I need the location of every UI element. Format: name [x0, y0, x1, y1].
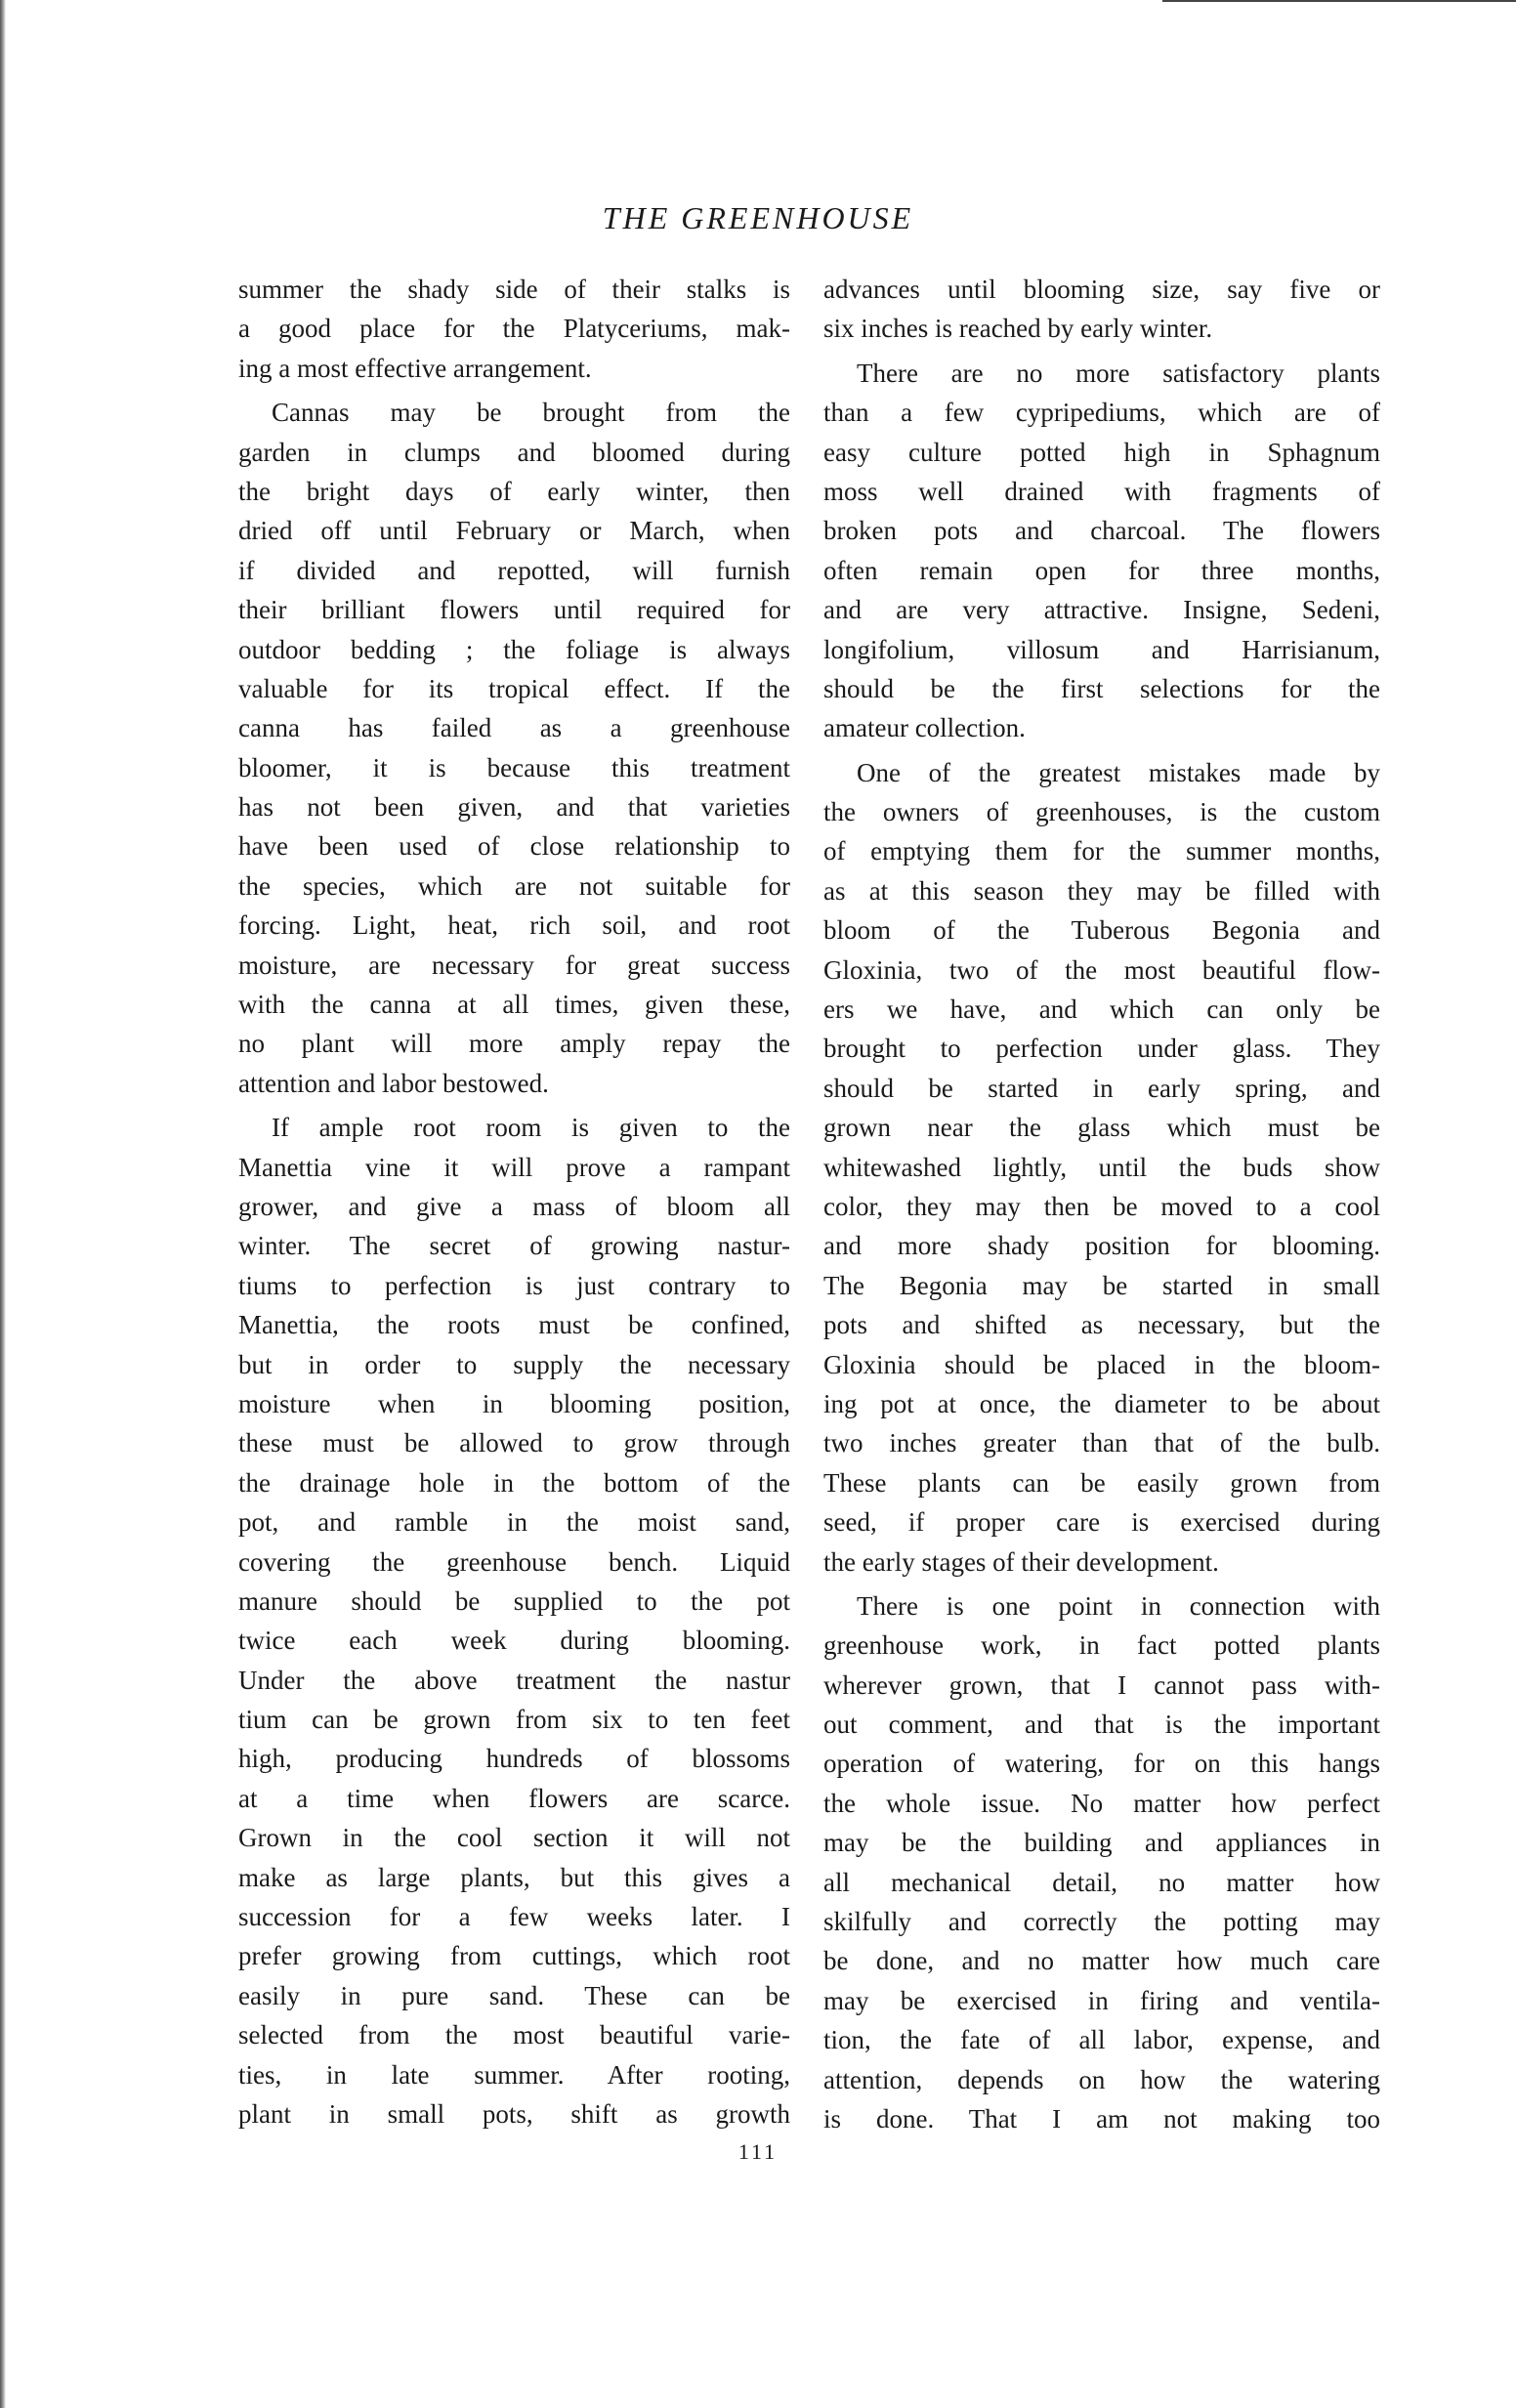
text-line: make as large plants, but this gives a — [238, 1862, 790, 1892]
text-line: grown near the glass which must be — [823, 1113, 1380, 1143]
text-line: out comment, and that is the important — [823, 1710, 1380, 1740]
text-line: operation of watering, for on this hangs — [823, 1749, 1380, 1779]
text-line: should be started in early spring, and — [823, 1073, 1380, 1103]
text-line: and are very attractive. Insigne, Sedeni, — [823, 595, 1380, 625]
text-line: manure should be supplied to the pot — [238, 1585, 790, 1616]
text-line: greenhouse work, in fact potted plants — [823, 1630, 1380, 1661]
text-line: at a time when flowers are scarce. — [238, 1783, 790, 1813]
text-line: but in order to supply the necessary — [238, 1349, 790, 1379]
paragraph — [238, 270, 790, 388]
text-line: all mechanical detail, no matter how — [823, 1867, 1380, 1897]
text-line: six inches is reached by early winter. — [823, 314, 1213, 344]
text-line: ing pot at once, the diameter to be about — [823, 1388, 1380, 1418]
text-line: broken pots and charcoal. The flowers — [823, 516, 1380, 546]
text-line: as at this season they may be filled with — [823, 875, 1380, 906]
text-line: grower, and give a mass of bloom all — [238, 1191, 790, 1221]
text-line: One of the greatest mistakes made by — [857, 757, 1380, 787]
text-line: pot, and ramble in the moist sand, — [238, 1507, 790, 1538]
text-line: with the canna at all times, given these, — [238, 990, 790, 1020]
text-line: of emptying them for the summer months, — [823, 836, 1380, 866]
text-line: moisture, are necessary for great success — [238, 950, 790, 980]
text-line: should be the first selections for the — [823, 673, 1380, 703]
text-line: twice each week during blooming. — [238, 1626, 790, 1656]
text-line: skilfully and correctly the potting may — [823, 1907, 1380, 1937]
text-line: may be the building and appliances in — [823, 1828, 1380, 1858]
running-head: THE GREENHOUSE — [602, 200, 914, 235]
text-line: longifolium, villosum and Harrisianum, — [823, 634, 1380, 664]
text-line: whitewashed lightly, until the buds show — [823, 1152, 1380, 1182]
text-line: their brilliant flowers until required for — [238, 595, 790, 625]
text-line: often remain open for three months, — [823, 555, 1380, 585]
text-line: the early stages of their development. — [823, 1546, 1219, 1577]
text-line: prefer growing from cuttings, which root — [238, 1941, 790, 1971]
text-line: moisture when in blooming position, — [238, 1388, 790, 1418]
text-line: easy culture potted high in Sphagnum — [823, 437, 1380, 467]
paragraph — [238, 1108, 790, 2133]
top-rule — [1162, 0, 1516, 2]
paragraph — [823, 1586, 1380, 2138]
text-line: There is one point in connection with — [857, 1590, 1380, 1621]
text-line: dried off until February or March, when — [238, 516, 790, 546]
text-line: the owners of greenhouses, is the custom — [823, 797, 1380, 827]
paragraph — [823, 354, 1380, 748]
text-line: moss well drained with fragments of — [823, 476, 1380, 506]
text-line: easily in pure sand. These can be — [238, 1980, 790, 2010]
text-line: valuable for its tropical effect. If the — [238, 673, 790, 703]
text-line: and more shady position for blooming. — [823, 1231, 1380, 1261]
text-line: ing a most effective arrangement. — [238, 353, 592, 383]
text-line: plant in small pots, shift as growth — [238, 2098, 790, 2129]
text-line: is done. That I am not making too — [823, 2103, 1380, 2133]
text-line: advances until blooming size, say five or — [823, 275, 1380, 304]
text-line: attention and labor bestowed. — [238, 1068, 549, 1098]
text-line: the species, which are not suitable for — [238, 870, 790, 901]
text-line: have been used of close relationship to — [238, 831, 790, 862]
text-line: forcing. Light, heat, rich soil, and root — [238, 910, 790, 941]
text-line: tiums to perfection is just contrary to — [238, 1270, 790, 1300]
text-line: tion, the fate of all labor, expense, and — [823, 2025, 1380, 2055]
text-line: than a few cypripediums, which are of — [823, 398, 1380, 428]
text-line: attention, depends on how the watering — [823, 2064, 1380, 2094]
text-line: outdoor bedding ; the foliage is always — [238, 634, 790, 664]
text-line: bloomer, it is because this treatment — [238, 752, 790, 782]
text-line: no plant will more amply repay the — [238, 1029, 790, 1059]
text-line: be done, and no matter how much care — [823, 1946, 1380, 1976]
text-line: bloom of the Tuberous Begonia and — [823, 915, 1380, 946]
text-line: color, they may then be moved to a cool — [823, 1191, 1380, 1221]
text-line: The Begonia may be started in small — [823, 1270, 1380, 1300]
text-line: canna has failed as a greenhouse — [238, 713, 790, 743]
text-line: selected from the most beautiful varie- — [238, 2020, 790, 2050]
text-line: There are no more satisfactory plants — [857, 358, 1380, 388]
text-line: ties, in late summer. After rooting, — [238, 2059, 790, 2090]
paragraph — [238, 393, 790, 1103]
text-line: Grown in the cool section it will not — [238, 1823, 790, 1853]
text-line: garden in clumps and bloomed during — [238, 437, 790, 467]
text-line: high, producing hundreds of blossoms — [238, 1744, 790, 1774]
text-line: covering the greenhouse bench. Liquid — [238, 1546, 790, 1577]
text-line: the drainage hole in the bottom of the — [238, 1467, 790, 1498]
text-line: ers we have, and which can only be — [823, 994, 1380, 1025]
text-line: summer the shady side of their stalks is — [238, 275, 790, 304]
paragraph — [823, 270, 1380, 349]
text-line: the bright days of early winter, then — [238, 476, 790, 506]
text-line: winter. The secret of growing nastur- — [238, 1231, 790, 1261]
text-line: has not been given, and that varieties — [238, 792, 790, 823]
text-line: these must be allowed to grow through — [238, 1428, 790, 1458]
text-column-left — [238, 270, 790, 2138]
text-line: Under the above treatment the nastur — [238, 1665, 790, 1695]
text-line: tium can be grown from six to ten feet — [238, 1705, 790, 1735]
text-line: amateur collection. — [823, 713, 1026, 743]
text-line: wherever grown, that I cannot pass with- — [823, 1669, 1380, 1700]
text-line: brought to perfection under glass. They — [823, 1034, 1380, 1064]
text-line: If ample root room is given to the — [272, 1113, 790, 1143]
text-line: Manettia vine it will prove a rampant — [238, 1152, 790, 1182]
text-line: if divided and repotted, will furnish — [238, 555, 790, 585]
text-line: pots and shifted as necessary, but the — [823, 1310, 1380, 1340]
paragraph — [823, 753, 1380, 1582]
text-line: These plants can be easily grown from — [823, 1467, 1380, 1498]
text-line: Manettia, the roots must be confined, — [238, 1310, 790, 1340]
text-line: succession for a few weeks later. I — [238, 1902, 790, 1932]
text-line: may be exercised in firing and ventila- — [823, 1985, 1380, 2015]
text-column-right — [823, 270, 1380, 2143]
text-line: Gloxinia, two of the most beautiful flow- — [823, 954, 1380, 985]
scanned-page-edge — [0, 0, 6, 2408]
text-line: Cannas may be brought from the — [272, 398, 790, 428]
text-line: Gloxinia should be placed in the bloom- — [823, 1349, 1380, 1379]
text-line: two inches greater than that of the bulb. — [823, 1428, 1380, 1458]
text-line: a good place for the Platyceriums, mak- — [238, 314, 790, 344]
text-line: the whole issue. No matter how perfect — [823, 1788, 1380, 1818]
page-number: 111 — [737, 2139, 779, 2164]
text-line: seed, if proper care is exercised during — [823, 1507, 1380, 1538]
